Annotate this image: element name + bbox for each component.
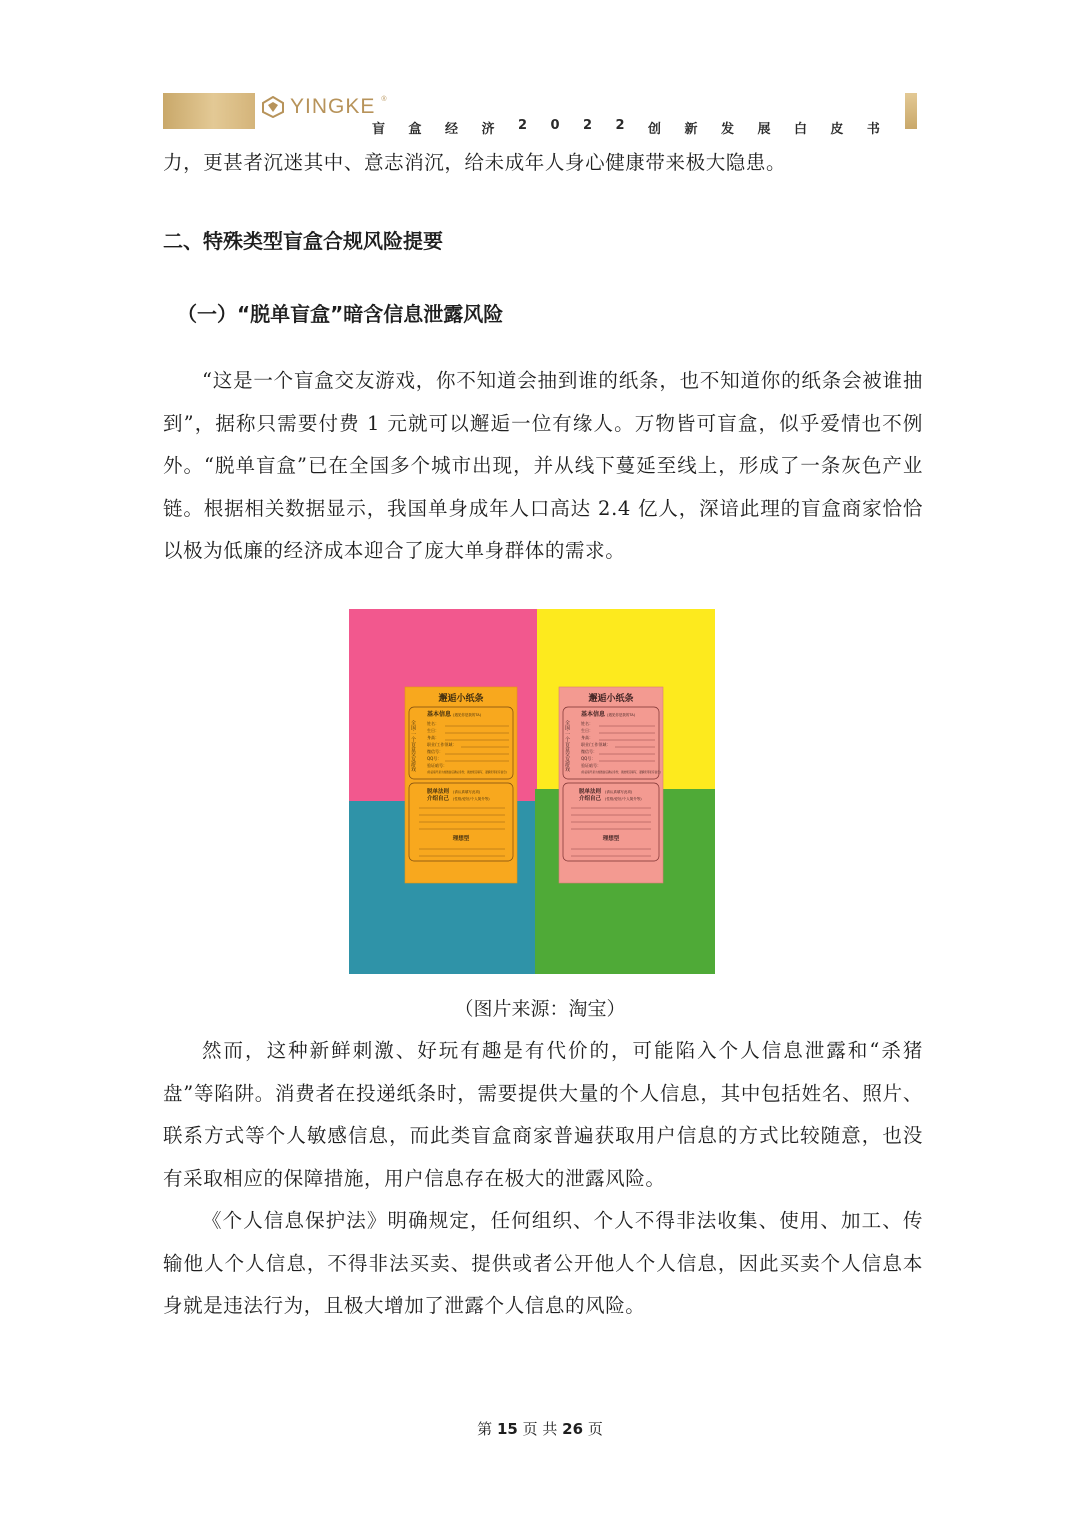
ideal-label: 理想型: [602, 836, 620, 842]
field-qq: QQ号：: [581, 756, 596, 761]
page-footer: [0, 1418, 1080, 1439]
basic-info-note: (遇见你是我的TA): [453, 713, 481, 717]
card-pink: [559, 687, 663, 883]
basic-info: 基本信息: [427, 711, 452, 718]
field-qq: QQ号：: [427, 756, 442, 761]
paragraph-2-text: 然而，这种新鲜刺激、好玩有趣是有代价的，可能陷入个人信息泄露和“杀猪盘”等陷阱。消费者在投递纸条时，需要提供大量的个人信息，其中包括姓名、照片、联系方式等个人敏感信息，而此类盲盒商家普遍获取用户信息的方式比较随意，也没有采取相应的保障措施，用户信息存在极大的泄露风险。: [163, 1039, 923, 1190]
card-orange: [405, 687, 517, 883]
header-title-char: 书: [866, 122, 880, 137]
yingke-logo-icon: [262, 96, 284, 118]
card-title: 邂逅小纸条: [438, 694, 484, 704]
intro-note: (性格/爱好/个人简介等): [453, 797, 490, 801]
total-pages-number: 26: [562, 1420, 584, 1438]
field-contact: 验证暗号：: [581, 763, 601, 768]
figure-caption: （图片来源：淘宝）: [454, 998, 626, 1020]
header-title-char: 展: [757, 122, 771, 137]
rules-label: 脱单法则: [579, 789, 602, 795]
yingke-logo: [262, 93, 387, 121]
basic-info-note: (遇见你是我的TA): [607, 713, 635, 717]
footer-post: 页: [587, 1420, 603, 1438]
intro-label: 介绍自己: [427, 796, 450, 802]
header-title-char: 发: [720, 122, 734, 137]
paragraph-1-text: “这是一个盲盒交友游戏，你不知道会抽到谁的纸条，也不知道你的纸条会被谁抽到”，据称只需要付费 1 元就可以邂逅一位有缘人。万物皆可盲盒，似乎爱情也不例外。“脱单盲盒”已在全国多个城市出现，并从线下蔓延至线上，形成了一条灰色产业链。根据相关数据显示，我国单身成年人口高达 2.4 亿人，深谙此理的盲盒商家恰恰以极为低廉的经济成本迎合了庞大单身群体的需求。: [163, 369, 923, 563]
header-title-char: 2: [517, 118, 527, 133]
footer-pre: 第: [477, 1420, 493, 1438]
privacy-note: (验证暗号是为加微信后确认身份，须按规定填写，谨慎使用私有信息): [427, 771, 507, 774]
ideal-label: 理想型: [452, 836, 470, 842]
header-title-char: 新: [684, 122, 698, 137]
paragraph-2: [163, 1030, 923, 1200]
paragraph-3-text: 《个人信息保护法》明确规定，任何组织、个人不得非法收集、使用、加工、传输他人个人信息，不得非法买卖、提供或者公开他人个人信息，因此买卖个人信息本身就是违法行为，且极大增加了泄露个人信息的风险。: [163, 1209, 923, 1318]
footer-mid: 页 共: [522, 1420, 558, 1438]
field-wechat: 微信号：: [581, 749, 597, 754]
header-title-char: 白: [793, 122, 807, 137]
photo-svg: [349, 609, 715, 974]
intro-label: 介绍自己: [579, 796, 602, 802]
field-birthday: 生日：: [581, 728, 593, 733]
header-gold-bar: [163, 93, 255, 129]
card-title: 邂逅小纸条: [588, 694, 634, 704]
rules-label: 脱单法则: [427, 789, 450, 795]
photo-blind-box-cards: [349, 609, 715, 974]
side-label: 全国·一个盲盒交友游戏: [410, 720, 416, 772]
header-title-char: 皮: [830, 122, 844, 137]
section-heading: 二、特殊类型盲盒合规风险提要: [163, 229, 443, 253]
header-title: [372, 118, 880, 137]
field-height: 身高：: [581, 735, 593, 740]
field-wechat: 微信号：: [427, 749, 443, 754]
rules-note: (请认真填写此项): [605, 790, 633, 794]
field-job: 职业/工作领域：: [581, 742, 611, 747]
header-title-char: 济: [481, 122, 495, 137]
paragraph-3: [163, 1200, 923, 1328]
privacy-note: (验证暗号是为加微信后确认身份，须按规定填写，谨慎使用私有信息): [581, 771, 661, 774]
header-title-char: 盲: [372, 122, 386, 137]
field-contact: 验证暗号：: [427, 763, 447, 768]
header-title-char: 2: [582, 118, 593, 133]
paragraph-1: [163, 360, 923, 573]
header-title-char: 盒: [408, 122, 422, 137]
field-name: 姓名：: [581, 721, 593, 726]
header-gold-tab: [905, 93, 917, 129]
current-page-number: 15: [496, 1420, 518, 1438]
carry-over-text: 力，更甚者沉迷其中、意志消沉，给未成年人身心健康带来极大隐患。: [163, 151, 787, 174]
header-title-char: 经: [444, 122, 458, 137]
logo-text: YINGKE: [290, 95, 376, 118]
rules-note: (请认真填写此项): [453, 790, 481, 794]
side-label: 全国·一个盲盒交友游戏: [564, 720, 570, 772]
field-height: 身高：: [427, 735, 439, 740]
field-birthday: 生日：: [427, 728, 439, 733]
registered-mark: ®: [381, 96, 387, 103]
subsection-heading: （一）“脱单盲盒”暗含信息泄露风险: [177, 302, 504, 326]
field-job: 职业/工作领域：: [427, 742, 457, 747]
field-name: 姓名：: [427, 721, 439, 726]
basic-info: 基本信息: [581, 711, 606, 718]
header-title-char: 创: [648, 122, 662, 137]
header-title-char: 2: [615, 118, 625, 133]
carry-over-paragraph: [163, 142, 923, 185]
header-title-char: 0: [550, 118, 560, 133]
intro-note: (性格/爱好/个人简介等): [605, 797, 642, 801]
